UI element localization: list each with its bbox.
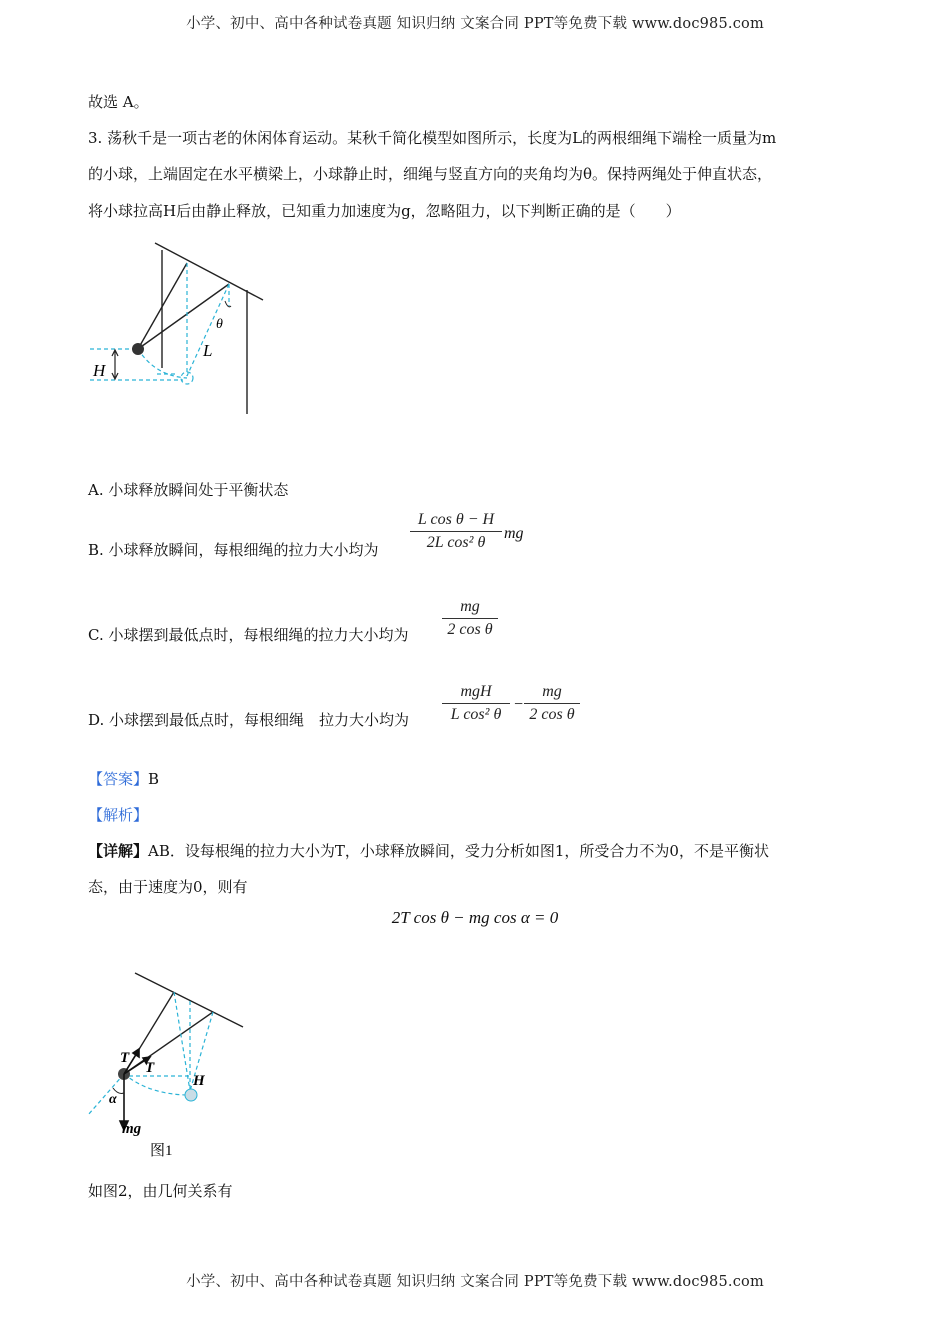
- option-d-numerator-1: mgH: [442, 683, 510, 704]
- beam: [135, 973, 243, 1027]
- option-d-denominator-1: L cos² θ: [450, 706, 502, 723]
- option-d-fraction-2: [524, 683, 580, 724]
- force-height-label: H: [193, 1073, 205, 1089]
- option-b-denominator: 2L cos² θ: [426, 534, 486, 551]
- detail-label: 【详解】: [88, 842, 149, 860]
- option-b-text: B. 小球释放瞬间，每根细绳的拉力大小均为: [88, 541, 379, 559]
- option-c-numerator: mg: [442, 598, 498, 619]
- equation: 2T cos θ − mg cos α = 0: [391, 908, 559, 927]
- option-a: A. 小球释放瞬间处于平衡状态: [88, 481, 289, 499]
- question-line-1: 3. 荡秋千是一项古老的休闲体育运动。某秋千简化模型如图所示，长度为L的两根细绳下端栓一质量为m: [88, 129, 777, 147]
- tension-label-1: T: [120, 1050, 130, 1066]
- page-header: 小学、初中、高中各种试卷真题 知识归纳 文案合同 PPT等免费下载 www.doc985.com: [186, 16, 764, 32]
- option-d-denominator-2: 2 cos θ: [529, 706, 575, 723]
- option-b-fraction: [410, 511, 502, 552]
- height-label: H: [93, 361, 106, 380]
- detail-text-1: AB．设每根绳的拉力大小为T，小球释放瞬间，受力分析如图1，所受合力不为0，不是平衡状: [148, 842, 769, 860]
- option-c-fraction: [442, 598, 498, 639]
- detail-line-1: [88, 840, 769, 861]
- detail-line-2: 态，由于速度为0，则有: [88, 878, 248, 896]
- option-c-denominator: 2 cos θ: [447, 621, 493, 638]
- ropes: [138, 263, 229, 349]
- ball: [132, 343, 144, 355]
- swing-diagram: [85, 238, 270, 418]
- question-line-2: 的小球，上端固定在水平横梁上，小球静止时，细绳与竖直方向的夹角均为θ。保持两绳处于伸直状态，: [88, 165, 773, 183]
- page-footer: 小学、初中、高中各种试卷真题 知识归纳 文案合同 PPT等免费下载 www.doc985.com: [186, 1274, 764, 1290]
- force-ball-ghost: [185, 1089, 197, 1101]
- answer-line: [88, 768, 159, 789]
- dashed-guides: [90, 263, 229, 384]
- last-line: 如图2，由几何关系有: [88, 1182, 233, 1200]
- theta-label: θ: [216, 317, 223, 332]
- h-arrow: [112, 350, 118, 379]
- option-d-numerator-2: mg: [524, 683, 580, 704]
- force-diagram: [85, 965, 255, 1160]
- answer-label: 【答案】: [88, 770, 149, 788]
- tension-label-2: T: [145, 1060, 155, 1076]
- answer-value: B: [148, 770, 160, 788]
- option-c-text: C. 小球摆到最低点时，每根细绳的拉力大小均为: [88, 626, 409, 644]
- option-d-minus: −: [514, 696, 524, 713]
- option-b-mg: mg: [504, 525, 524, 542]
- question-line-3: 将小球拉高H后由静止释放，已知重力加速度为g，忽略阻力，以下判断正确的是（ ）: [88, 202, 681, 220]
- figure-caption: 图1: [150, 1143, 173, 1159]
- option-b-numerator: L cos θ − H: [410, 511, 502, 532]
- previous-answer-text: 故选 A。: [88, 93, 149, 111]
- swing-frame: [155, 243, 263, 414]
- analysis-label: 【解析】: [88, 806, 149, 824]
- mg-label: mg: [122, 1121, 142, 1137]
- alpha-label: α: [109, 1092, 117, 1107]
- option-d-text: D. 小球摆到最低点时，每根细绳 拉力大小均为: [88, 711, 410, 729]
- force-ropes: [124, 992, 213, 1074]
- length-label: L: [203, 341, 213, 360]
- option-d-fraction-1: [442, 683, 510, 724]
